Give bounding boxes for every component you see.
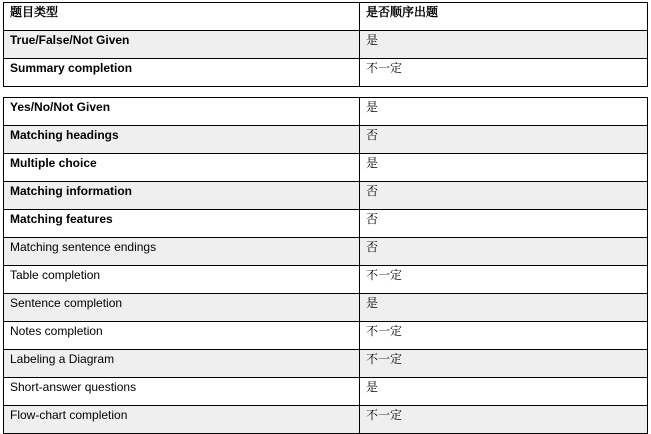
question-type-cell: Summary completion (4, 59, 360, 87)
question-type-cell: Matching headings (4, 126, 360, 154)
question-type-cell: Flow-chart completion (4, 406, 360, 434)
header-in-order: 是否顺序出题 (360, 3, 648, 31)
question-order-table-bottom (3, 97, 648, 434)
question-type-cell: Labeling a Diagram (4, 350, 360, 378)
in-order-cell: 不一定 (360, 350, 648, 378)
question-type-cell: Matching information (4, 182, 360, 210)
question-type-cell: Yes/No/Not Given (4, 98, 360, 126)
table-row (4, 378, 648, 406)
in-order-cell: 是 (360, 154, 648, 182)
table-header-row (4, 3, 648, 31)
table-row (4, 350, 648, 378)
in-order-cell: 不一定 (360, 322, 648, 350)
question-type-cell: Matching features (4, 210, 360, 238)
question-type-cell: Notes completion (4, 322, 360, 350)
table-row (4, 154, 648, 182)
in-order-cell: 是 (360, 31, 648, 59)
table-row (4, 59, 648, 87)
in-order-cell: 否 (360, 182, 648, 210)
table-row (4, 210, 648, 238)
table-row (4, 98, 648, 126)
question-type-cell: Table completion (4, 266, 360, 294)
table-row (4, 31, 648, 59)
table-row (4, 266, 648, 294)
header-question-type: 题目类型 (4, 3, 360, 31)
question-order-table-top (3, 2, 648, 87)
table-row (4, 322, 648, 350)
table-row (4, 406, 648, 434)
table-row (4, 294, 648, 322)
in-order-cell: 不一定 (360, 59, 648, 87)
in-order-cell: 不一定 (360, 266, 648, 294)
in-order-cell: 是 (360, 378, 648, 406)
in-order-cell: 是 (360, 98, 648, 126)
in-order-cell: 否 (360, 238, 648, 266)
in-order-cell: 否 (360, 126, 648, 154)
question-type-cell: Sentence completion (4, 294, 360, 322)
table-row (4, 238, 648, 266)
in-order-cell: 不一定 (360, 406, 648, 434)
question-type-cell: Matching sentence endings (4, 238, 360, 266)
question-type-cell: True/False/Not Given (4, 31, 360, 59)
table-row (4, 126, 648, 154)
question-type-cell: Multiple choice (4, 154, 360, 182)
table-row (4, 182, 648, 210)
in-order-cell: 是 (360, 294, 648, 322)
question-type-cell: Short-answer questions (4, 378, 360, 406)
in-order-cell: 否 (360, 210, 648, 238)
